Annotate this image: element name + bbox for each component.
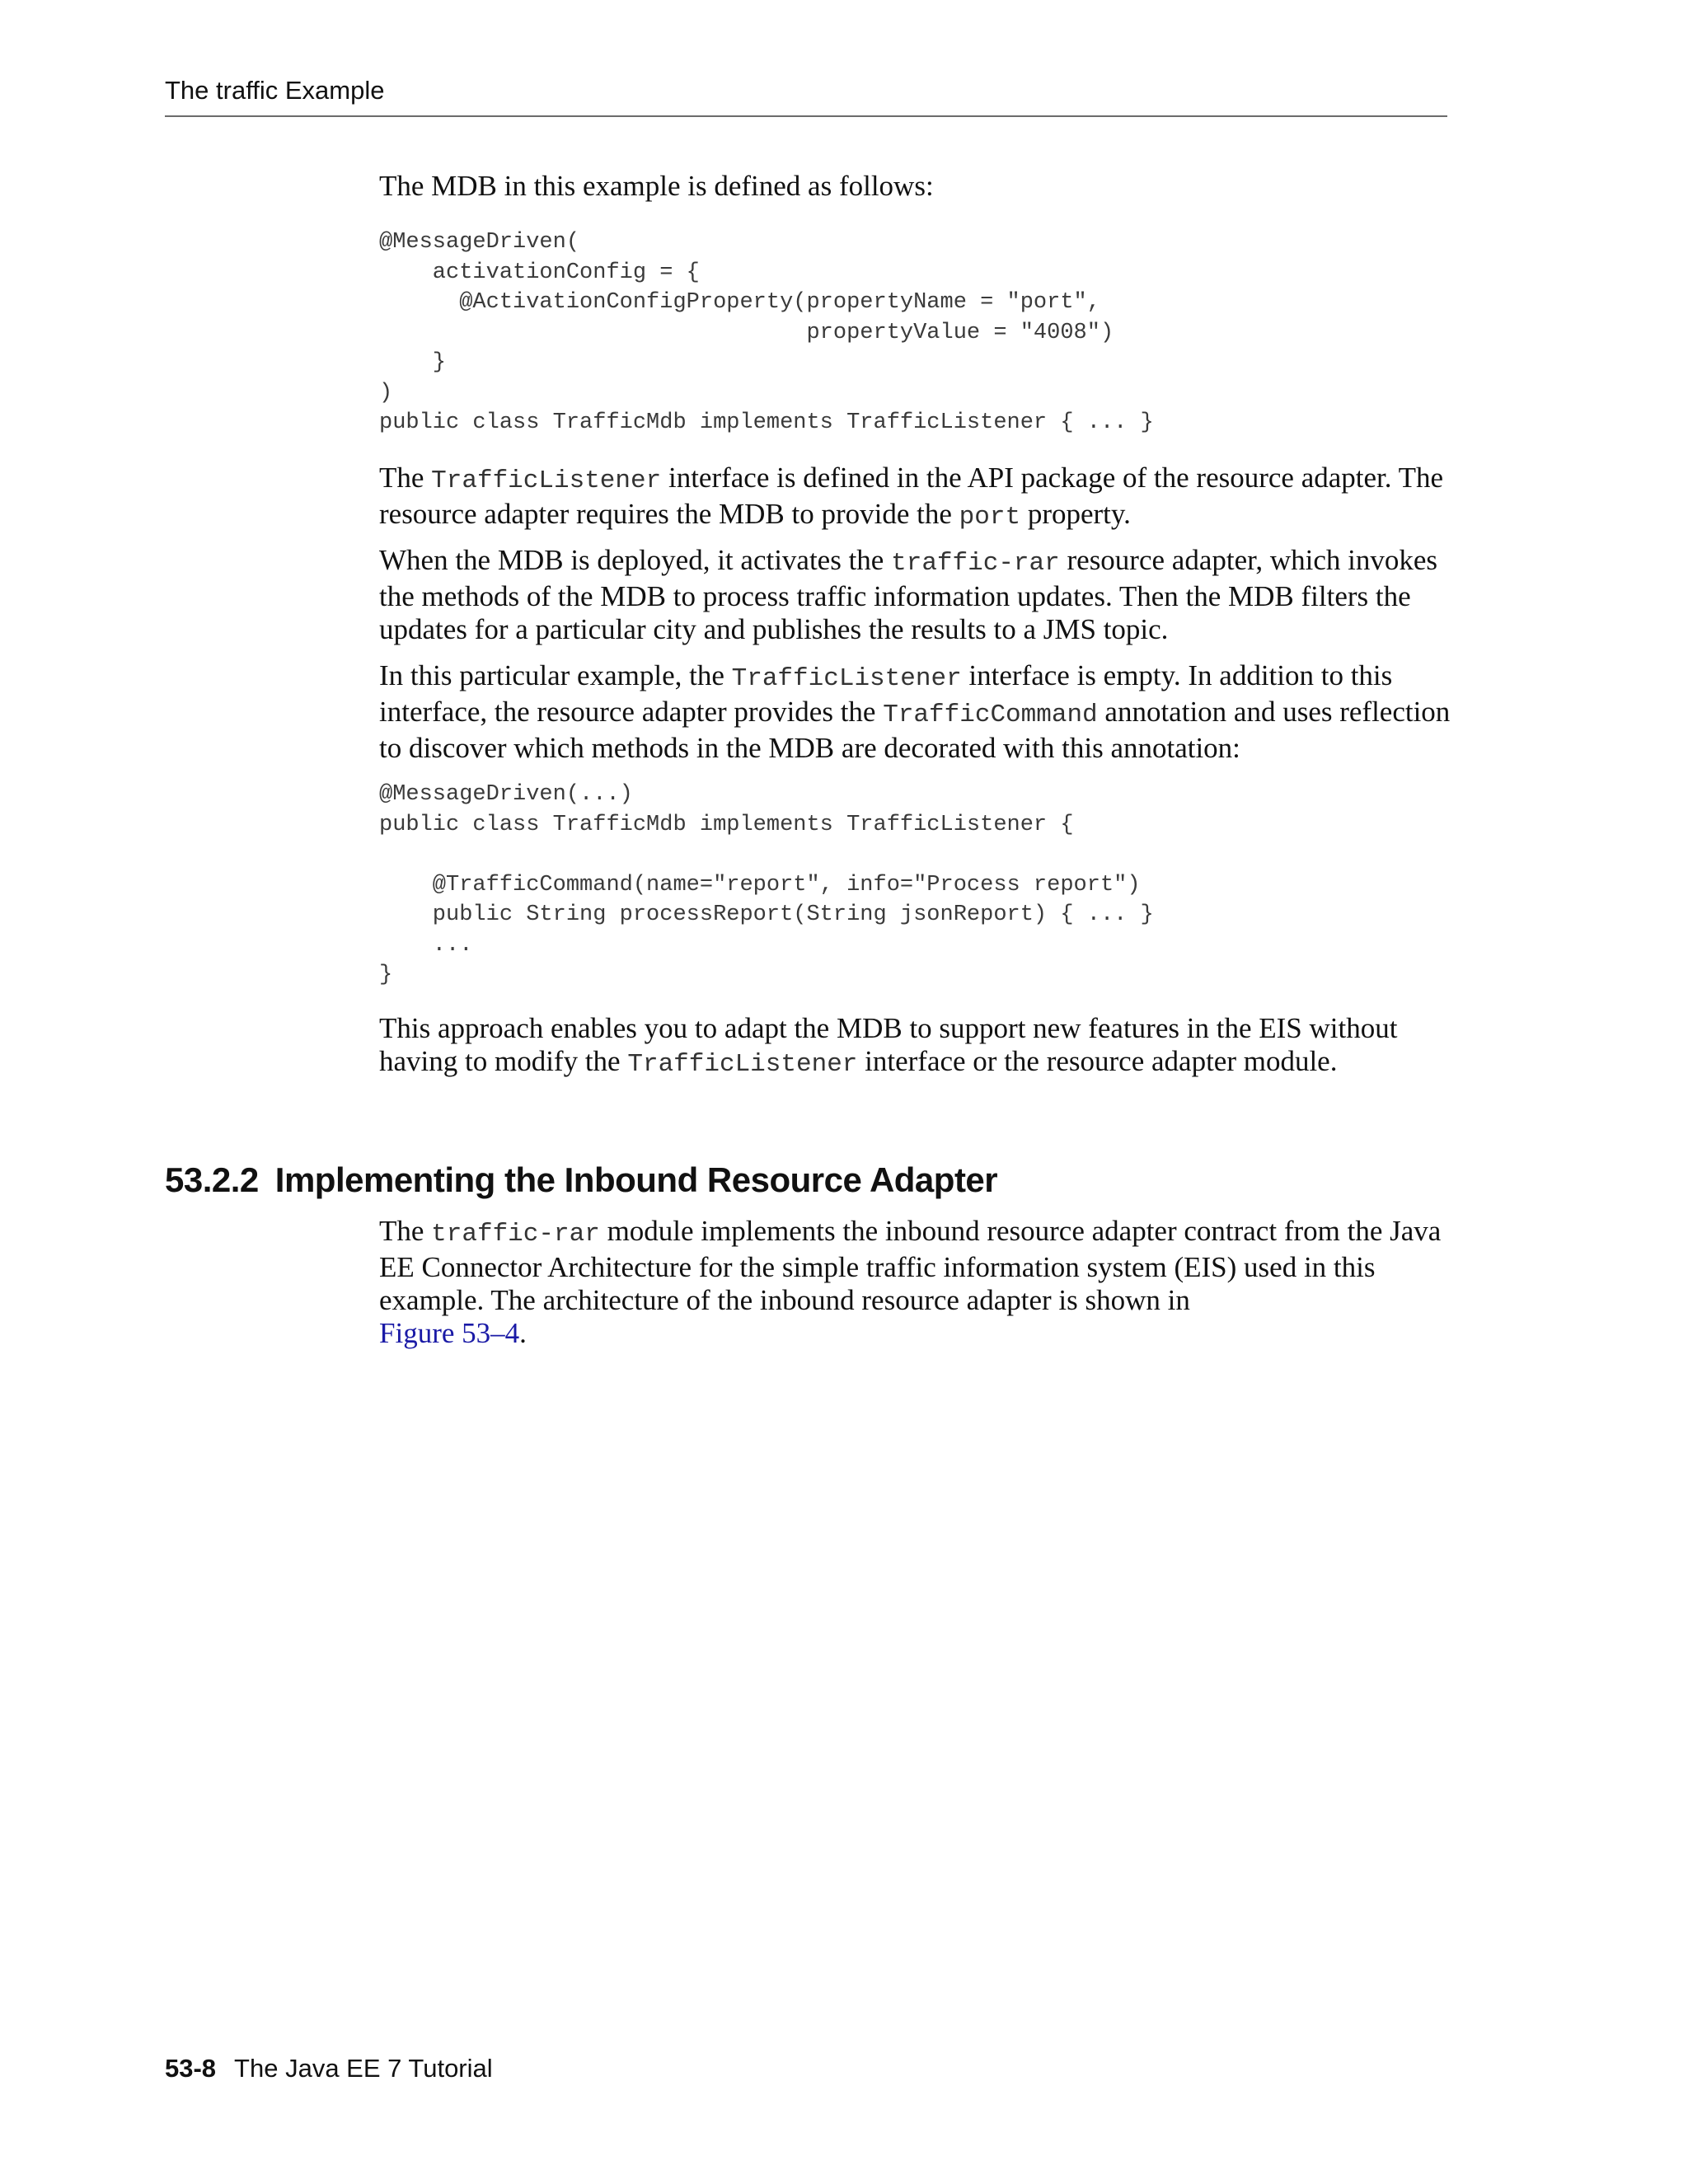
paragraph-section-intro: The traffic-rar module implements the inbound resource adapter contract from the Java EE Connector Architecture for the simple traffic information system (EIS) used in this example. The architecture of the inbound resource adapter is shown in Figure 53–4.: [379, 1215, 1442, 1349]
section-number: 53.2.2: [165, 1160, 259, 1199]
page-footer: [165, 2054, 493, 2083]
paragraph-approach: This approach enables you to adapt the MDB to support new features in the EIS without having to modify the TrafficListener interface or the resource adapter module.: [379, 1012, 1398, 1079]
figure-link[interactable]: Figure 53–4: [379, 1317, 520, 1349]
page-number: 53-8: [165, 2054, 217, 2083]
section-heading: [165, 1160, 997, 1200]
inline-code: TrafficListener: [627, 1050, 858, 1079]
running-head: The traffic Example: [165, 76, 385, 105]
code-block-annotation: @MessageDriven( activationConfig = { @ActivationConfigProperty(propertyName = "port", propertyValue = "4008") } ) public class TrafficMdb implements TrafficListener { ... }: [379, 230, 1154, 435]
inline-code: TrafficCommand: [883, 701, 1098, 729]
paragraph-deploy: When the MDB is deployed, it activates the traffic-rar resource adapter, which invokes the methods of the MDB to process traffic information updates. Then the MDB filters the updates for a particular city and publishes the results to a JMS topic.: [379, 544, 1438, 645]
inline-code: TrafficListener: [431, 466, 662, 495]
paragraph-intro: The MDB in this example is defined as follows:: [379, 170, 934, 202]
section-title: Implementing the Inbound Resource Adapter: [274, 1160, 998, 1199]
header-rule: [165, 115, 1447, 117]
inline-code: traffic-rar: [891, 549, 1060, 578]
inline-code: TrafficListener: [731, 664, 962, 693]
inline-code: traffic-rar: [431, 1220, 600, 1249]
book-title: The Java EE 7 Tutorial: [234, 2054, 493, 2083]
inline-code: port: [959, 503, 1021, 532]
paragraph-command: In this particular example, the TrafficListener interface is empty. In addition to this interface, the resource adapter provides the TrafficCommand annotation and uses reflection to discover which methods in the MDB are decorated with this annotation:: [379, 659, 1451, 764]
code-block-traffic-command: @MessageDriven(...) public class TrafficMdb implements TrafficListener { @TrafficCommand(name="report", info="Process report") public String processReport(String jsonReport) { ... } ... }: [379, 782, 1154, 987]
paragraph-listener: The TrafficListener interface is defined in the API package of the resource adapter. The resource adapter requires the MDB to provide the port property.: [379, 462, 1444, 532]
